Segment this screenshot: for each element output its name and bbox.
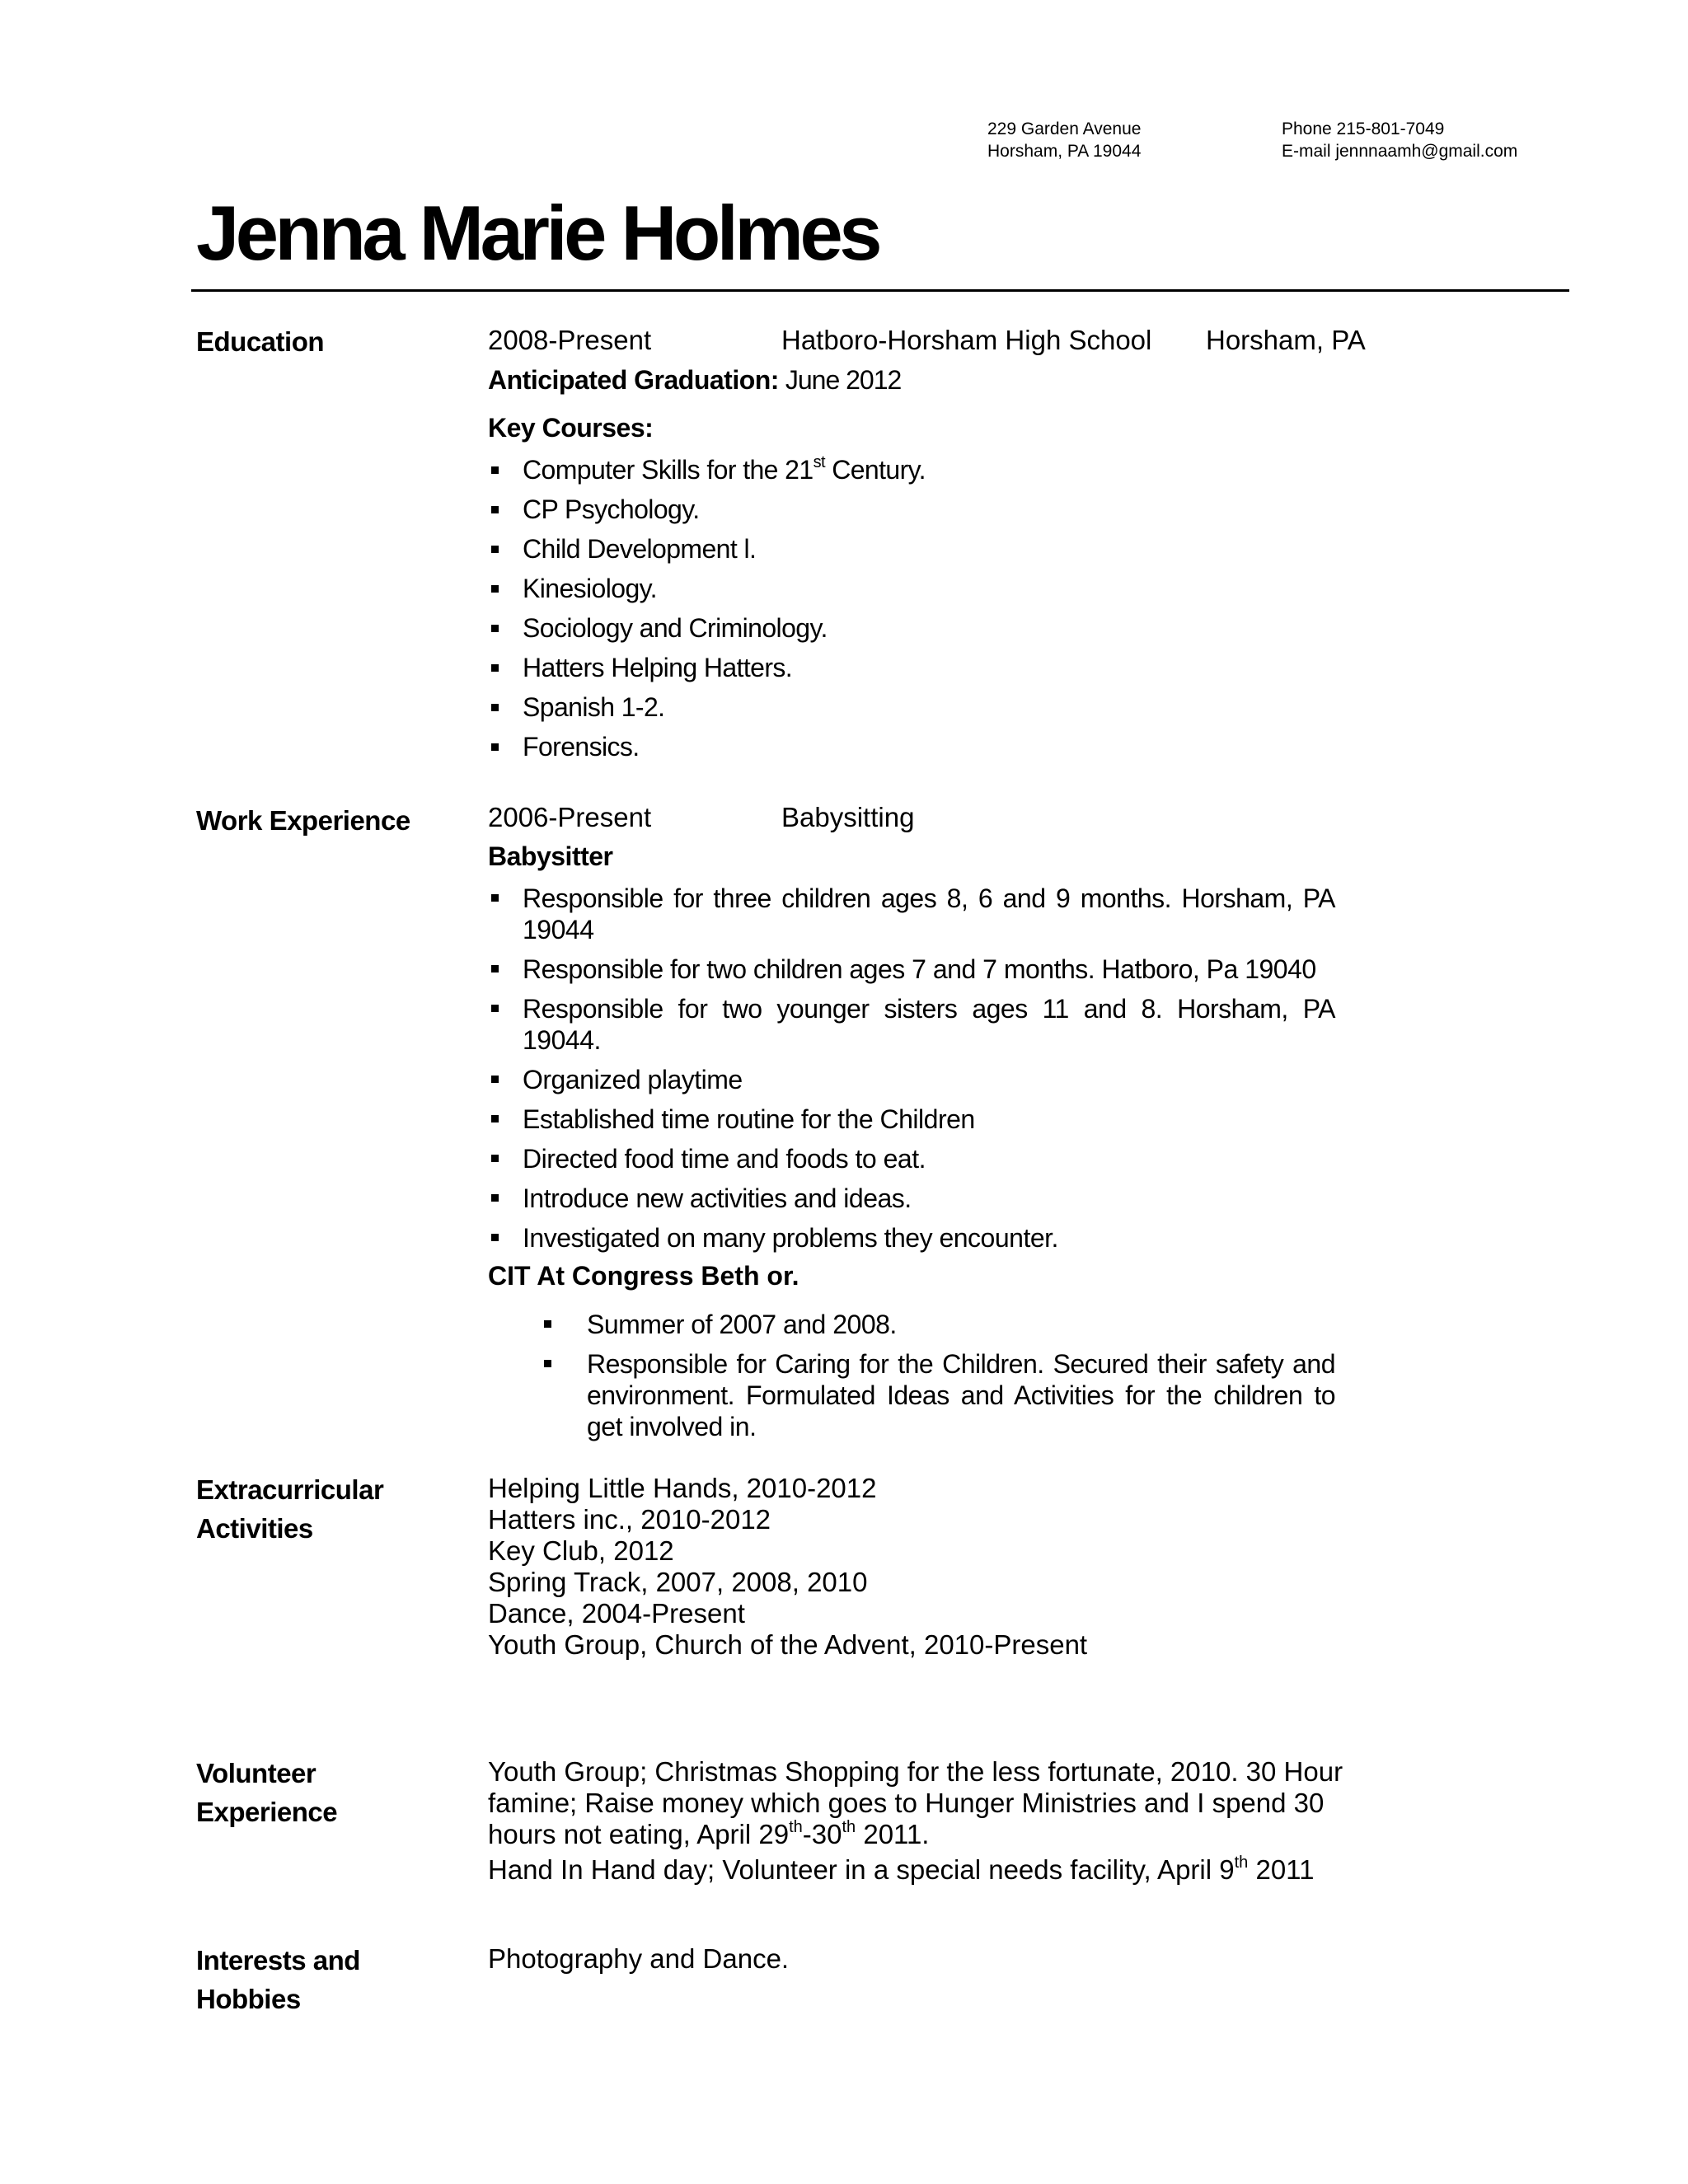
list-item: Forensics. xyxy=(488,730,1395,770)
contact-address xyxy=(987,118,1141,162)
list-item: Responsible for Caring for the Children. Secured their safety and environment. Formulated Ideas and Activities for the children to get involved in. xyxy=(544,1348,1335,1442)
bullet-icon xyxy=(491,664,499,672)
key-courses-list xyxy=(488,453,1395,770)
cit-duties-list xyxy=(544,1309,1335,1442)
bullet-icon xyxy=(491,1115,499,1122)
header-divider xyxy=(191,289,1569,292)
list-item: Child Development l. xyxy=(488,532,1395,572)
bullet-icon xyxy=(491,625,499,632)
bullet-icon xyxy=(544,1320,551,1328)
list-item: Kinesiology. xyxy=(488,572,1395,612)
list-item: Responsible for two younger sisters ages 11 and 8. Horsham, PA 19044. xyxy=(488,993,1335,1056)
list-item: CP Psychology. xyxy=(488,493,1395,532)
bullet-icon xyxy=(491,894,499,902)
list-item: Hatters inc., 2010-2012 xyxy=(488,1504,771,1535)
interests-text: Photography and Dance. xyxy=(488,1943,790,1974)
bullet-icon xyxy=(491,466,499,474)
list-item: Directed food time and foods to eat. xyxy=(488,1143,1335,1174)
address-line-2: Horsham, PA 19044 xyxy=(987,142,1142,161)
list-item: Investigated on many problems they encounter. xyxy=(488,1222,1335,1254)
bullet-icon xyxy=(544,1360,551,1367)
bullet-icon xyxy=(491,704,499,711)
bullet-icon xyxy=(491,743,499,751)
work-duties-list xyxy=(488,883,1335,1254)
phone-number: Phone 215-801-7049 xyxy=(1282,120,1445,138)
contact-details xyxy=(1282,118,1517,162)
education-location: Horsham, PA xyxy=(1206,325,1366,355)
address-line-1: 229 Garden Avenue xyxy=(987,120,1142,138)
list-item: Responsible for two children ages 7 and 7 months. Hatboro, Pa 19040 xyxy=(488,954,1335,985)
education-label: Education xyxy=(196,326,325,357)
bullet-icon xyxy=(491,1155,499,1162)
list-item: Sociology and Criminology. xyxy=(488,612,1395,651)
volunteer-description: Youth Group; Christmas Shopping for the less fortunate, 2010. 30 Hour famine; Raise money which goes to Hunger Ministries and I spend 30 hours not eating, April 29th-30th 2011. Hand In Hand day; Volunteer in a special needs facility, April 9th 2011 xyxy=(488,1756,1343,1885)
bullet-icon xyxy=(491,546,499,553)
graduation-date: June 2012 xyxy=(778,365,902,395)
cit-heading: CIT At Congress Beth or. xyxy=(488,1261,799,1291)
work-employer: Babysitting xyxy=(781,802,915,832)
list-item: Dance, 2004-Present xyxy=(488,1598,745,1629)
list-item: Responsible for three children ages 8, 6 and 9 months. Horsham, PA 19044 xyxy=(488,883,1335,945)
key-courses-heading: Key Courses: xyxy=(488,413,654,443)
list-item: Youth Group, Church of the Advent, 2010-Present xyxy=(488,1629,1088,1660)
section-label-extracurricular: Extracurricular Activities xyxy=(196,1474,384,1544)
anticipated-graduation xyxy=(488,365,901,396)
bullet-icon xyxy=(491,965,499,972)
section-label-work-experience xyxy=(196,801,410,840)
list-item: Summer of 2007 and 2008. xyxy=(544,1309,1335,1340)
bullet-icon xyxy=(491,1234,499,1241)
list-item: Key Club, 2012 xyxy=(488,1535,674,1566)
list-item: Hatters Helping Hatters. xyxy=(488,651,1395,691)
bullet-icon xyxy=(491,1194,499,1202)
email-address: E-mail jennnaamh@gmail.com xyxy=(1282,142,1518,161)
education-dates: 2008-Present xyxy=(488,325,652,355)
list-item: Spanish 1-2. xyxy=(488,691,1395,730)
extracurricular-list xyxy=(488,1473,1087,1661)
section-label-volunteer: Volunteer Experience xyxy=(196,1758,338,1827)
list-item: Spring Track, 2007, 2008, 2010 xyxy=(488,1567,868,1597)
section-label-interests: Interests and Hobbies xyxy=(196,1945,360,2014)
education-school: Hatboro-Horsham High School xyxy=(781,325,1152,355)
list-item: Helping Little Hands, 2010-2012 xyxy=(488,1473,877,1503)
list-item: Introduce new activities and ideas. xyxy=(488,1183,1335,1214)
section-label-education xyxy=(196,322,324,361)
list-item: Established time routine for the Children xyxy=(488,1104,1335,1135)
candidate-name: Jenna Marie Holmes xyxy=(196,190,879,276)
work-role: Babysitter xyxy=(488,841,613,871)
list-item: Computer Skills for the 21st Century. xyxy=(488,453,1395,493)
work-dates: 2006-Present xyxy=(488,802,652,832)
bullet-icon xyxy=(491,585,499,593)
list-item: Organized playtime xyxy=(488,1064,1335,1095)
graduation-label: Anticipated Graduation: xyxy=(488,365,779,395)
bullet-icon xyxy=(491,1076,499,1083)
work-experience-label: Work Experience xyxy=(196,805,410,836)
bullet-icon xyxy=(491,506,499,513)
bullet-icon xyxy=(491,1005,499,1012)
